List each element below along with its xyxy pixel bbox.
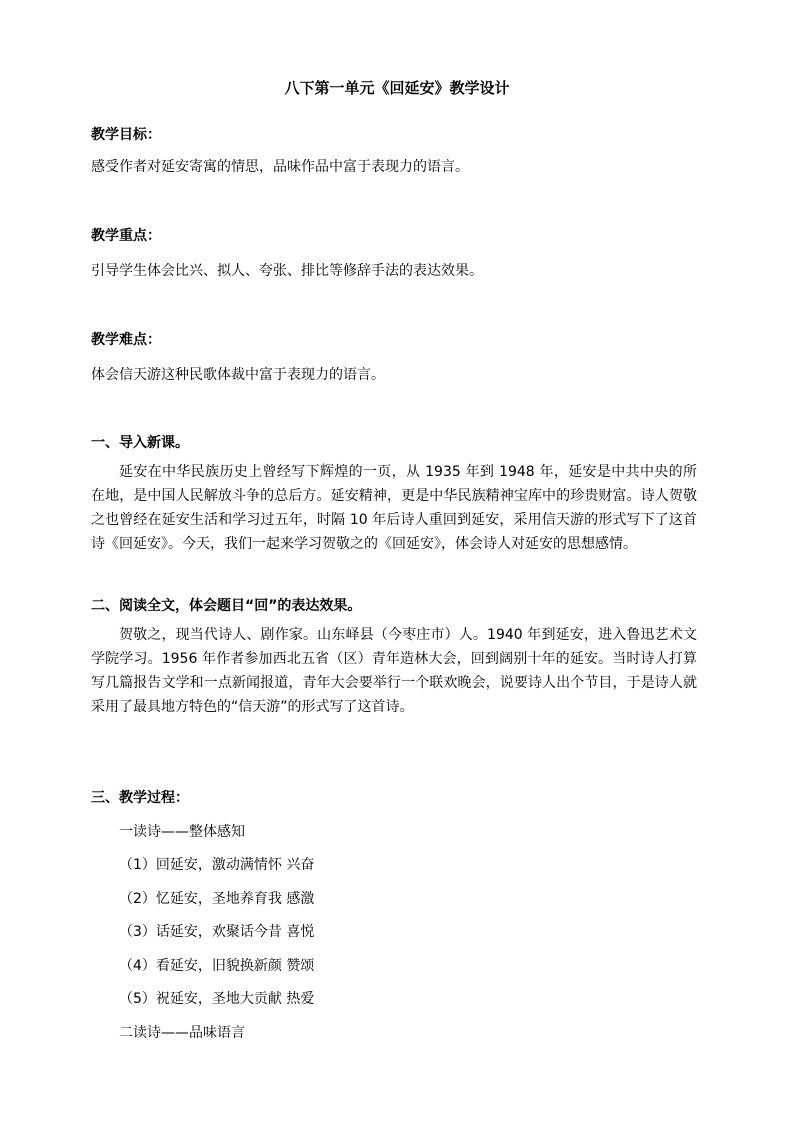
read-one-label: 一读诗——整体感知 — [119, 824, 245, 840]
list-item: （5）祝延安，圣地大贡献 热爱 — [119, 991, 315, 1007]
section1-paragraph: 延安在中华民族历史上曾经写下辉煌的一页，从 1935 年到 1948 年，延安是中共中央的所在地，是中国人民解放斗争的总后方。延安精神，更是中华民族精神宝库中的珍贵财富。诗人贺敬之也曾经在延安生活和学习过五年，时隔 10 年后诗人重回到延安，采用信天游的形式写下了这首诗《回延安》。今天，我们一起来学习贺敬之的《回延安》，体会诗人对延安的思想感情。 — [91, 464, 697, 552]
difficulty-heading: 教学难点： — [91, 332, 161, 348]
document-title: 八下第一单元《回延安》教学设计 — [284, 79, 510, 97]
key-point-text: 引导学生体会比兴、拟人、夸张、排比等修辞手法的表达效果。 — [91, 263, 483, 279]
section2-heading: 二、阅读全文，体会题目“回”的表达效果。 — [91, 598, 362, 614]
list-item: （2）忆延安，圣地养育我 感激 — [119, 891, 315, 907]
list-item: （3）话延安，欢聚话今昔 喜悦 — [119, 924, 315, 940]
difficulty-text: 体会信天游这种民歌体裁中富于表现力的语言。 — [91, 367, 385, 383]
list-item: （1）回延安，激动满情怀 兴奋 — [119, 857, 315, 873]
key-point-heading: 教学重点： — [91, 228, 161, 244]
goal-text: 感受作者对延安寄寓的情思，品味作品中富于表现力的语言。 — [91, 159, 469, 175]
section1-heading: 一、导入新课。 — [91, 435, 189, 451]
list-item: （4）看延安，旧貌换新颜 赞颂 — [119, 958, 315, 974]
goal-heading: 教学目标： — [91, 127, 161, 143]
section3-heading: 三、教学过程： — [91, 790, 189, 806]
read-two-label: 二读诗——品味语言 — [119, 1025, 245, 1041]
section2-paragraph: 贺敬之，现当代诗人、剧作家。山东峄县（今枣庄市）人。1940 年到延安，进入鲁迅艺术文学院学习。1956 年作者参加西北五省（区）青年造林大会，回到阔别十年的延安。当时诗人打算写几篇报告文学和一点新闻报道，青年大会要举行一个联欢晚会，说要诗人出个节目，于是诗人就采用了最具地方特色的“信天游”的形式写了这首诗。 — [91, 627, 697, 715]
